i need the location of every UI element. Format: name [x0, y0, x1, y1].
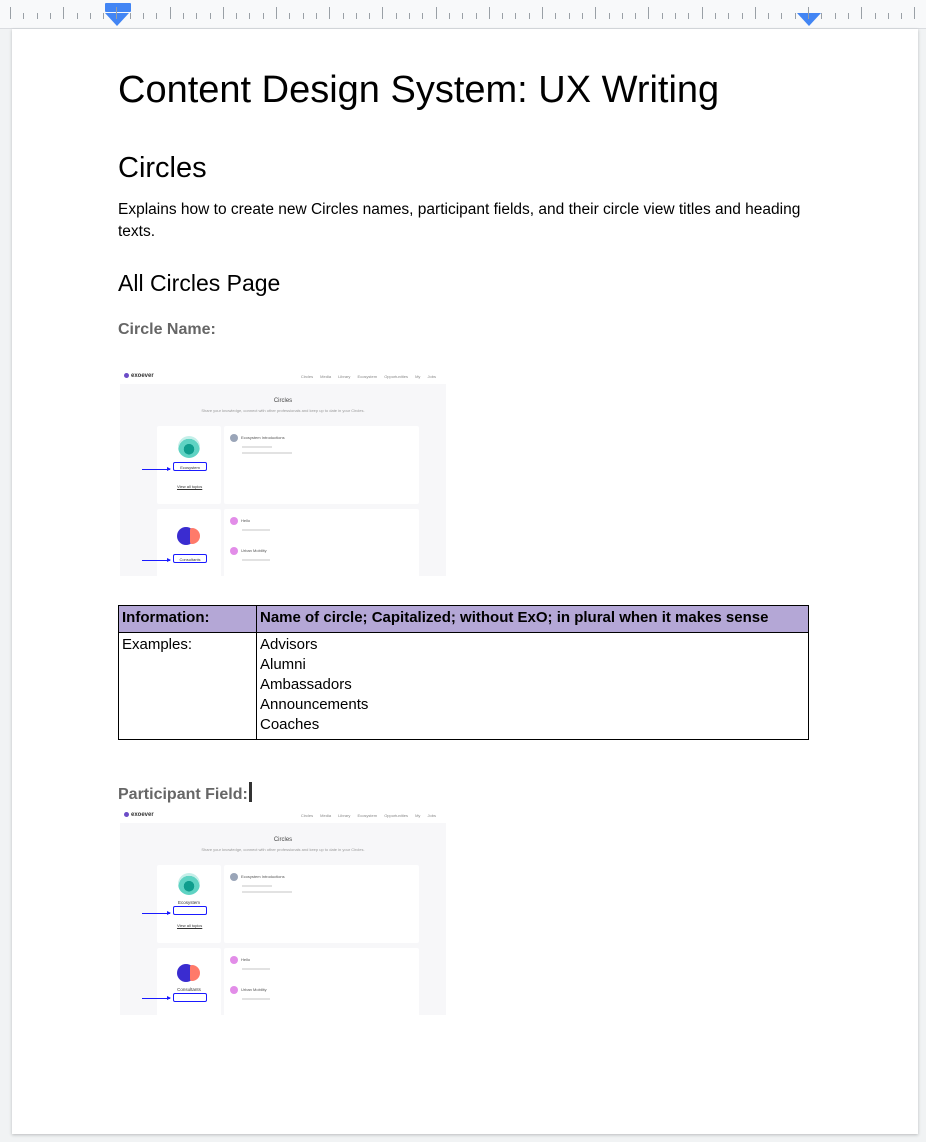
mock-post-card	[224, 509, 419, 576]
ruler-tick	[476, 13, 477, 19]
ruler-tick	[170, 7, 171, 19]
mock-circle-card	[157, 426, 221, 504]
ruler-tick	[289, 13, 290, 19]
ruler-tick	[23, 13, 24, 19]
ecosystem-circle-icon	[178, 873, 200, 895]
participant-field-screenshot[interactable]	[120, 809, 446, 1015]
example-item: Advisors	[260, 636, 318, 653]
ruler-tick	[781, 13, 782, 19]
first-line-indent-marker[interactable]	[105, 3, 131, 12]
circle-name-screenshot[interactable]	[120, 370, 446, 576]
ruler-tick	[502, 13, 503, 19]
ruler-tick	[249, 13, 250, 19]
mock-post-card	[224, 948, 419, 1015]
intro-paragraph: Explains how to create new Circles names, participant fields, and their circle view titles and heading texts.	[118, 201, 801, 240]
ruler-tick	[303, 13, 304, 19]
ruler-tick	[489, 7, 490, 19]
ruler-tick	[316, 13, 317, 19]
ruler-tick	[635, 13, 636, 19]
ruler-tick	[382, 7, 383, 19]
table-row	[119, 633, 809, 740]
ruler-tick	[369, 13, 370, 19]
ruler-tick	[10, 7, 11, 19]
ruler-tick	[742, 13, 743, 19]
mock-nav: Circles Media Library Ecosystem Opportunities My Jobs	[300, 374, 436, 379]
mock-title: Circles	[273, 398, 293, 404]
section-heading: Circles	[118, 152, 207, 184]
mock-post: Hello	[230, 517, 250, 525]
mock-logo: exoever	[124, 812, 154, 818]
ruler-tick	[63, 7, 64, 19]
ruler-tick	[449, 13, 450, 19]
mock-circle-card	[157, 509, 221, 576]
ruler-tick	[861, 7, 862, 19]
ruler-tick	[143, 13, 144, 19]
ruler-tick	[768, 13, 769, 19]
ruler-tick	[515, 13, 516, 19]
document-page[interactable]	[12, 29, 918, 1134]
ruler-tick	[715, 13, 716, 19]
ruler-tick	[37, 13, 38, 19]
mock-subtitle: Share your knowledge, connect with other professionals and keep up to date in your Circles.	[201, 847, 365, 852]
consultants-circle-icon	[190, 528, 200, 544]
ruler-tick	[582, 13, 583, 19]
mock-topbar	[120, 370, 446, 384]
ruler-tick	[529, 13, 530, 19]
ruler-tick	[196, 13, 197, 19]
ruler-tick	[156, 13, 157, 19]
example-item: Alumni	[260, 656, 306, 673]
mock-subtitle: Share your knowledge, connect with other professionals and keep up to date in your Circles.	[201, 408, 365, 413]
table-header-row	[119, 606, 809, 633]
ruler-tick	[848, 13, 849, 19]
right-indent-marker[interactable]	[797, 13, 821, 26]
mock-circle-card	[157, 948, 221, 1015]
ruler-tick	[875, 13, 876, 19]
ruler-tick	[263, 13, 264, 19]
example-item: Coaches	[260, 716, 320, 733]
ruler-tick	[569, 13, 570, 19]
ruler-tick	[343, 13, 344, 19]
mock-view-all: View all topics	[177, 484, 203, 489]
document-title: Content Design System: UX Writing	[118, 69, 720, 111]
ruler-tick	[77, 13, 78, 19]
ruler-tick	[436, 7, 437, 19]
ruler-tick	[648, 7, 649, 19]
annotation-arrow	[142, 998, 170, 999]
ruler-tick	[542, 7, 543, 19]
mock-circle-name: Ecosystem	[177, 900, 200, 905]
table-header-cell: Information:	[119, 606, 257, 633]
mock-title: Circles	[273, 837, 293, 843]
text-cursor	[249, 782, 252, 802]
ruler-tick	[183, 13, 184, 19]
ruler-tick	[555, 13, 556, 19]
ruler-tick	[103, 13, 104, 19]
ruler-tick	[808, 7, 809, 19]
annotation-arrow	[142, 913, 170, 914]
ruler-tick	[50, 13, 51, 19]
ruler-tick	[396, 13, 397, 19]
annotation-arrow	[142, 560, 170, 561]
mock-post: Ecosystem Introductions	[230, 434, 285, 442]
ruler-tick	[622, 13, 623, 19]
ruler-tick	[835, 13, 836, 19]
ruler-tick	[409, 13, 410, 19]
ruler-tick	[688, 13, 689, 19]
ruler-tick	[901, 13, 902, 19]
ruler-tick	[609, 13, 610, 19]
mock-topbar	[120, 809, 446, 823]
ruler-tick	[662, 13, 663, 19]
mock-post: Ecosystem Introductions	[230, 873, 285, 881]
ruler-tick	[888, 13, 889, 19]
ecosystem-circle-icon	[178, 436, 200, 458]
ruler-tick	[223, 7, 224, 19]
ruler-tick	[116, 7, 117, 19]
circle-name-label: Circle Name:	[118, 321, 216, 338]
mock-post: Hello	[230, 956, 250, 964]
mock-circle-name-pill: Consultants	[173, 554, 207, 563]
ruler-tick	[821, 13, 822, 19]
ruler-tick	[702, 7, 703, 19]
table-cell: Examples:	[119, 633, 257, 740]
consultants-circle-icon	[190, 965, 200, 981]
mock-nav: Circles Media Library Ecosystem Opportunities My Jobs	[300, 813, 436, 818]
ruler-tick	[795, 13, 796, 19]
circle-name-table	[118, 605, 809, 740]
mock-logo: exoever	[124, 373, 154, 379]
mock-circle-card	[157, 865, 221, 943]
mock-participant-pill	[173, 906, 207, 915]
mock-view-all: View all topics	[177, 923, 203, 928]
example-item: Announcements	[260, 696, 369, 713]
examples-cell	[257, 633, 809, 740]
mock-participant-pill	[173, 993, 207, 1002]
mock-post: Urban Mobility	[230, 986, 267, 994]
ruler-tick	[276, 7, 277, 19]
ruler-tick	[236, 13, 237, 19]
ruler-tick	[329, 7, 330, 19]
mock-circle-name: Consultants	[177, 987, 201, 992]
ruler-tick	[90, 13, 91, 19]
ruler-tick	[462, 13, 463, 19]
mock-post-card	[224, 865, 419, 943]
ruler-tick	[755, 7, 756, 19]
example-item: Ambassadors	[260, 676, 352, 693]
participant-field-label: Participant Field:	[118, 782, 252, 804]
ruler-tick	[595, 7, 596, 19]
table-header-cell: Name of circle; Capitalized; without ExO; in plural when it makes sense	[257, 606, 809, 633]
ruler-tick	[210, 13, 211, 19]
annotation-arrow	[142, 469, 170, 470]
mock-circle-name-pill: Ecosystem	[173, 462, 207, 471]
mock-post-card	[224, 426, 419, 504]
ruler-tick	[675, 13, 676, 19]
ruler-tick	[914, 7, 915, 19]
mock-post: Urban Mobility	[230, 547, 267, 555]
ruler[interactable]	[0, 0, 926, 29]
subsection-heading: All Circles Page	[118, 270, 281, 296]
ruler-tick	[728, 13, 729, 19]
ruler-tick	[356, 13, 357, 19]
ruler-tick	[422, 13, 423, 19]
ruler-tick	[130, 13, 131, 19]
